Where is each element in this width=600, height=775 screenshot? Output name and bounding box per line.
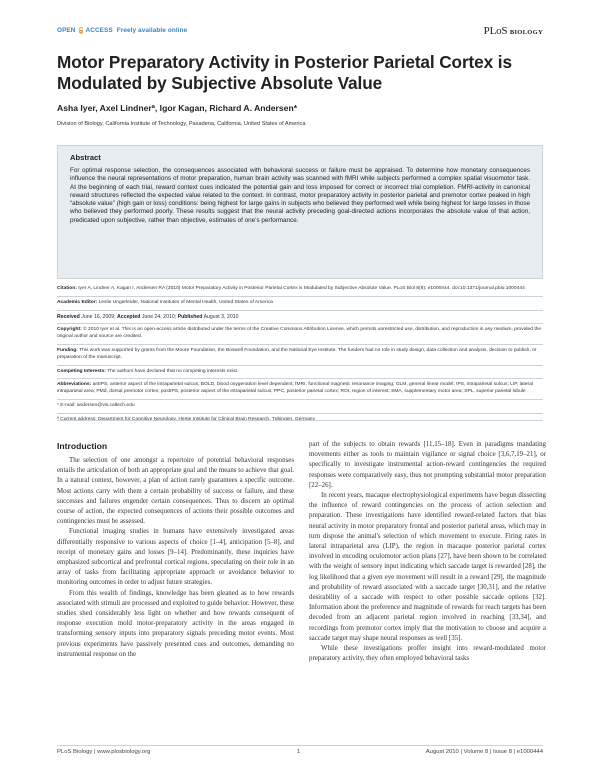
open-label: OPEN — [57, 27, 76, 34]
editor-text: Leslie Ungerleider, National Institutes of Mental Health, United States of America — [98, 299, 273, 305]
abbreviations-label: Abbreviations: — [57, 382, 92, 388]
competing-text: The authors have declared that no competing interests exist. — [107, 368, 239, 374]
copyright-label: Copyright: — [57, 327, 82, 333]
freely-available-label: Freely available online — [116, 27, 188, 34]
open-access-badge — [57, 27, 187, 34]
funding-row — [57, 345, 543, 366]
article-title: Motor Preparatory Activity in Posterior Parietal Cortex is Modulated by Subjective Absolute Value — [57, 52, 512, 93]
journal-plos: PLoS — [483, 25, 508, 37]
received-label: Received — [57, 313, 80, 320]
introduction-heading: Introduction — [57, 441, 108, 451]
current-address-text: ª Current address: Department for Cognitive Neurology, Hertie Institute for Clinical Brain Research, Tübingen, Germany — [57, 416, 315, 422]
journal-header — [57, 27, 543, 41]
intro-paragraph: While these investigations proffer insight into reward-modulated motor preparatory activity, they often employed behavioral tasks — [309, 645, 546, 663]
citation-label: Citation: — [57, 286, 77, 291]
abstract-box — [57, 145, 543, 279]
journal-biology: BIOLOGY — [509, 29, 543, 36]
editor-row — [57, 297, 543, 311]
competing-label: Competing Interests: — [57, 368, 106, 374]
intro-paragraph: From this wealth of findings, knowledge has been gleaned as to how rewards associated with stimuli are processed and exploited to guide behavior. However, these studies shed considerably less light on whether and how rewards consequent of response execution mold motor-preparatory activity in the areas engaged in transforming sensory inputs into preparatory signals preceding motor events. Most previous experiments have passively presented cues and outcomes, demanding no instrumental response on the — [57, 589, 294, 658]
author-list: Asha Iyer, Axel Lindnerª, Igor Kagan, Richard A. Andersen* — [57, 103, 298, 113]
received-date: June 16, 2009; — [81, 313, 116, 320]
footer-divider — [57, 745, 543, 746]
dates-row — [57, 311, 543, 325]
funding-label: Funding: — [57, 347, 78, 353]
access-label: ACCESS — [85, 27, 113, 34]
metadata-divider — [57, 420, 543, 421]
affiliation: Division of Biology, California Institute of Technology, Pasadena, California, United States of America — [57, 121, 306, 127]
right-column — [309, 440, 546, 664]
footer-issue: August 2010 | Volume 8 | Issue 8 | e1000444 — [425, 749, 543, 755]
email-text: * E-mail: andersen@vis.caltech.edu — [57, 402, 135, 408]
funding-text: This work was supported by grants from the Moore Foundation, the Boswell Foundation, and the National Eye Institute. The funders had no role in study design, data collection and analysis, decision to publish, or preparation of the manuscript. — [57, 347, 537, 360]
intro-paragraph: Functional imaging studies in humans have extensively investigated areas differentially responsive to various aspects of choice [1–4], anticipation [5–8], and receipt of monetary gains and losses [9–14]. Predominantly, these inquiries have emphasized subcortical and prefrontal cortical regions, speculating on their role in an array of tasks from facilitating appropriate approach or avoidance behavior to monitoring outcomes in order to adjust future strategies. — [57, 528, 294, 587]
journal-logo — [484, 25, 543, 37]
article-metadata — [57, 283, 543, 427]
accepted-date: June 24, 2010; — [141, 313, 177, 320]
intro-paragraph: The selection of one amongst a repertoire of potential behavioral responses entails the articulation of both an appropriate goal and the means to achieve that goal. In a natural context, however, a plan of action rarely guarantees a specific outcome. Most actions carry with them a certain probability of success or failure, and these successes and failures engender certain consequences. Thus to discern an optimal course of action, the expected consequences of actions their possible outcomes and contingencies must be assessed. — [57, 457, 294, 526]
open-lock-icon — [78, 27, 84, 34]
editor-label: Academic Editor: — [57, 299, 98, 305]
citation-text: Iyer A, Lindner A, Kagan I, Andersen RA (2010) Motor Preparatory Activity in Posterior Parietal Cortex is Modulated by Subjective Absolute Value. PLoS Biol 8(8): e1000444. doi:10.1371/journal.pbio.1000444 — [78, 286, 525, 291]
page-number: 1 — [297, 749, 301, 755]
footer-journal-url: PLoS Biology | www.plosbiology.org — [57, 749, 151, 755]
intro-paragraph: part of the subjects to obtain rewards [11,15–18]. Even in paradigms mandating movements either as tools to maintain vigilance or signal choice [3,6,7,19–21], or specifically to investigate instrumental action-reward contingencies the required responses were comparatively easy, thus not prompting substantial motor preparation [22–26]. — [309, 441, 546, 489]
citation-row — [57, 283, 543, 297]
left-column — [57, 441, 294, 660]
email-row — [57, 400, 543, 414]
page-footer — [57, 749, 543, 759]
accepted-label: Accepted — [117, 313, 141, 320]
copyright-text: © 2010 Iyer et al. This is an open-access article distributed under the terms of the Creative Commons Attribution License, which permits unrestricted use, distribution, and reproduction in any medium, provided the original author and source are credited. — [57, 327, 542, 340]
competing-row — [57, 366, 543, 380]
abbreviations-text: antIPS, anterior aspect of the intraparietal sulcus; BOLD, blood oxygenation level dependent; fMRI, functional magnetic resonance imaging; GLM, general linear model; IPS, intraparietal sulcus; LIP, lateral intraparietal area; PMd, dorsal premotor cortex; postIPS, posterior aspect of the intraparietal sulcus; PPC, posterior parietal cortex; ROI, region of interest; SMA, supplementary motor area; SPL, superior parietal lobule — [57, 382, 533, 395]
copyright-row — [57, 324, 543, 345]
abbreviations-row — [57, 379, 543, 400]
intro-paragraph: In recent years, macaque electrophysiological experiments have begun dissecting the influence of reward contingencies on the process of action selection and preparation. These investigations have identified reward-related factors that bias neural activity in motor preparatory frontal and posterior parietal areas, which may in turn dispose the animal's selection of which movement to execute. Firing rates in lateral intraparietal area (LIP), the region in macaque posterior parietal cortex involved in encoding oculomotor action plans [27], have been shown to be correlated with the weight of sensory input indicating which saccade target is rewarded [28], the log likelihood that a given eye movement will result in a reward [29], the magnitude and probability of reward associated with a saccade target [30,31], and the relative desirability of a saccade with respect to other possible saccade options [32]. Information about the preference and magnitude of rewards for reach targets has been decoded from an adjacent parietal region involved in reaching [33,34], and recordings from premotor cortex imply that the motivation to choose and acquire a saccade target may shape neural responses as well [35]. — [309, 492, 546, 642]
published-label: Published — [177, 313, 203, 320]
abstract-heading: Abstract — [70, 153, 101, 162]
published-date: August 3, 2010 — [203, 313, 239, 320]
abstract-text: For optimal response selection, the consequences associated with behavioral success or failure must be appraised. To determine how monetary consequences influence the neural representations of motor preparation, human brain activity was scanned with fMRI while subjects performed a complex spatial visuomotor task. At the beginning of each trial, reward context cues indicated the potential gain and loss imposed for correct or incorrect trial completion. FMRI-activity in canonical reward structures reflected the expected value related to the context. In contrast, motor preparatory activity in posterior parietal and premotor cortex peaked in high “absolute value” (high gain or loss) conditions: being highest for large gains in subjects who believed they performed well while being highest for large losses in those who believed they performed poorly. These results suggest that the neural activity preceding goal-directed actions incorporates the absolute value of that action, predicated upon subjective, rather than objective, estimates of one’s performance. — [70, 167, 530, 224]
